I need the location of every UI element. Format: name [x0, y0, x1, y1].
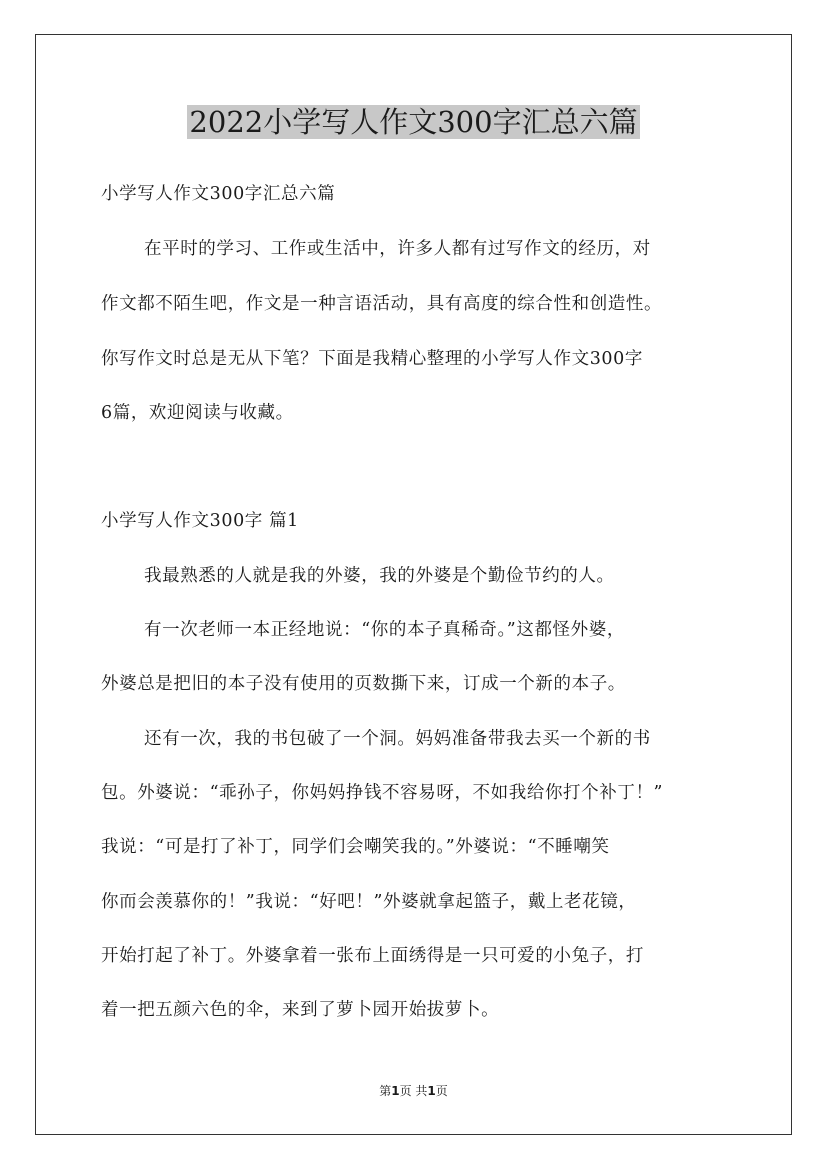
body-line-3: 外婆总是把旧的本子没有使用的页数撕下来，订成一个新的本子。	[101, 674, 626, 694]
intro-line-2: 作文都不陌生吧，作文是一种言语活动，具有高度的综合性和创造性。	[101, 294, 663, 314]
body-line-4: 还有一次，我的书包破了一个洞。妈妈准备带我去买一个新的书	[144, 729, 651, 749]
footer-page-total: 1	[427, 1084, 436, 1098]
body-line-2: 有一次老师一本正经地说：“你的本子真稀奇。”这都怪外婆，	[144, 620, 625, 640]
body-line-1: 我最熟悉的人就是我的外婆，我的外婆是个勤俭节约的人。	[144, 566, 615, 586]
intro-line-3: 你写作文时总是无从下笔？下面是我精心整理的小学写人作文300字	[101, 349, 643, 369]
footer-page-prefix: 第	[379, 1084, 392, 1098]
page-title-text: 2022小学写人作文300字汇总六篇	[189, 105, 638, 139]
body-line-7: 你而会羡慕你的！”我说：“好吧！”外婆就拿起篮子，戴上老花镜，	[101, 892, 637, 912]
section-heading: 小学写人作文300字 篇1	[101, 511, 299, 531]
body-line-8: 开始打起了补丁。外婆拿着一张布上面绣得是一只可爱的小兔子，打	[101, 946, 644, 966]
footer-page-mid: 页 共	[399, 1084, 428, 1098]
body-line-9: 着一把五颜六色的伞，来到了萝卜园开始拔萝卜。	[101, 1000, 500, 1020]
page-footer	[0, 1083, 827, 1099]
body-line-6: 我说：“可是打了补丁，同学们会嘲笑我的。”外婆说：“不睡嘲笑	[101, 837, 610, 857]
intro-line-4: 6篇，欢迎阅读与收藏。	[101, 403, 294, 423]
intro-line-1: 在平时的学习、工作或生活中，许多人都有过写作文的经历，对	[144, 239, 651, 259]
subtitle: 小学写人作文300字汇总六篇	[101, 184, 336, 204]
footer-page-number: 1	[391, 1084, 400, 1098]
body-line-5: 包。外婆说：“乖孙子，你妈妈挣钱不容易呀，不如我给你打个补丁！”	[101, 783, 664, 803]
page-title	[0, 102, 827, 142]
footer-page-suffix: 页	[435, 1084, 448, 1098]
